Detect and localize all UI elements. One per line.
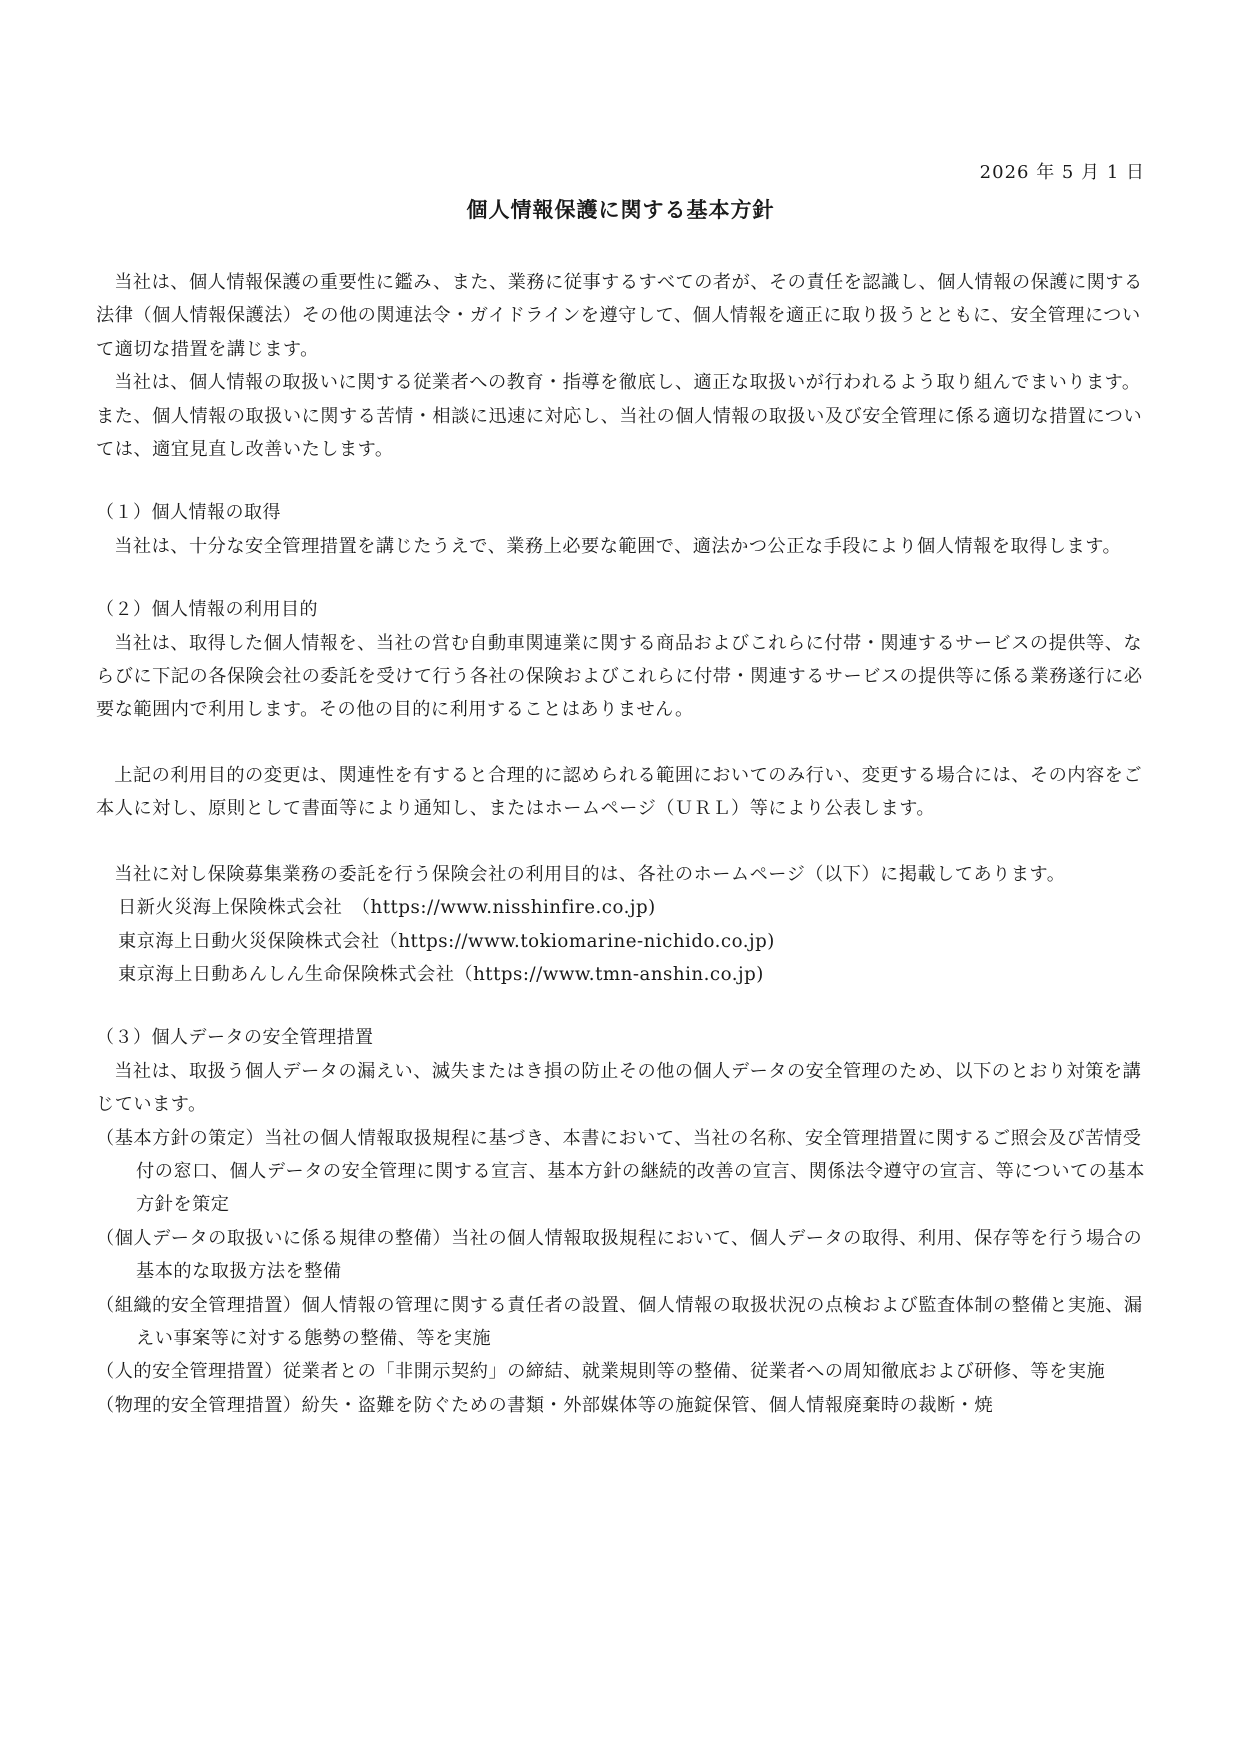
section-3-text: 当社は、取扱う個人データの漏えい、滅失またはき損の防止その他の個人データの安全管理のため、以下のとおり対策を講じています。	[96, 1060, 1142, 1116]
section-2-text-1: 当社は、取得した個人情報を、当社の営む自動車関連業に関する商品およびこれらに付帯・関連するサービスの提供等、ならびに下記の各保険会社の委託を受けて行う各社の保険およびこれらに付帯・関連するサービスの提供等に係る業務遂行に必要な範囲内で利用します。その他の目的に利用することはありません。	[96, 632, 1143, 721]
measure-item: （基本方針の策定）当社の個人情報取扱規程に基づき、本書において、当社の名称、安全管理措置に関するご照会及び苦情受付の窓口、個人データの安全管理に関する宣言、基本方針の継続的改善の宣言、関係法令遵守の宣言、等についての基本方針を策定	[96, 1127, 1145, 1216]
document-date: 2026 年 5 月 1 日	[979, 162, 1145, 183]
section-1-text: 当社は、十分な安全管理措置を講じたうえで、業務上必要な範囲で、適法かつ公正な手段により個人情報を取得します。	[114, 535, 1122, 557]
document-body	[96, 266, 1146, 1422]
measure-item: （物理的安全管理措置）紛失・盗難を防ぐための書類・外部媒体等の施錠保管、個人情報廃棄時の裁断・焼	[96, 1394, 994, 1416]
section-2-heading: （２）個人情報の利用目的	[96, 599, 318, 621]
insurer-item: 東京海上日動あんしん生命保険株式会社（https://www.tmn-anshin.co.jp)	[118, 963, 764, 985]
measure-item: （人的安全管理措置）従業者との「非開示契約」の締結、就業規則等の整備、従業者への周知徹底および研修、等を実施	[96, 1361, 1106, 1383]
insurer-item: 日新火災海上保険株式会社 （https://www.nisshinfire.co.jp)	[118, 897, 656, 919]
intro-paragraph-2: 当社は、個人情報の取扱いに関する従業者への教育・指導を徹底し、適正な取扱いが行われるよう取り組んでまいります。また、個人情報の取扱いに関する苦情・相談に迅速に対応し、当社の個人情報の取扱い及び安全管理に係る適切な措置については、適宜見直し改善いたします。	[96, 372, 1143, 461]
section-1-heading: （１）個人情報の取得	[96, 502, 281, 524]
insurer-item: 東京海上日動火災保険株式会社（https://www.tokiomarine-nichido.co.jp)	[118, 930, 775, 952]
measure-item: （個人データの取扱いに係る規律の整備）当社の個人情報取扱規程において、個人データの取得、利用、保存等を行う場合の基本的な取扱方法を整備	[96, 1227, 1143, 1283]
measure-item: （組織的安全管理措置）個人情報の管理に関する責任者の設置、個人情報の取扱状況の点検および監査体制の整備と実施、漏えい事案等に対する態勢の整備、等を実施	[96, 1294, 1143, 1349]
section-2-text-3: 当社に対し保険募集業務の委託を行う保険会社の利用目的は、各社のホームページ（以下）に掲載してあります。	[114, 863, 1066, 885]
section-2-text-2: 上記の利用目的の変更は、関連性を有すると合理的に認められる範囲においてのみ行い、変更する場合には、その内容をご本人に対し、原則として書面等により通知し、またはホームページ（ＵＲＬ）等により公表します。	[96, 764, 1143, 820]
intro-paragraph-1: 当社は、個人情報保護の重要性に鑑み、また、業務に従事するすべての者が、その責任を認識し、個人情報の保護に関する法律（個人情報保護法）その他の関連法令・ガイドラインを遵守して、個人情報を適正に取り扱うとともに、安全管理について適切な措置を講じます。	[96, 272, 1143, 360]
document-title: 個人情報保護に関する基本方針	[466, 198, 775, 222]
section-3-heading: （３）個人データの安全管理措置	[96, 1027, 374, 1049]
